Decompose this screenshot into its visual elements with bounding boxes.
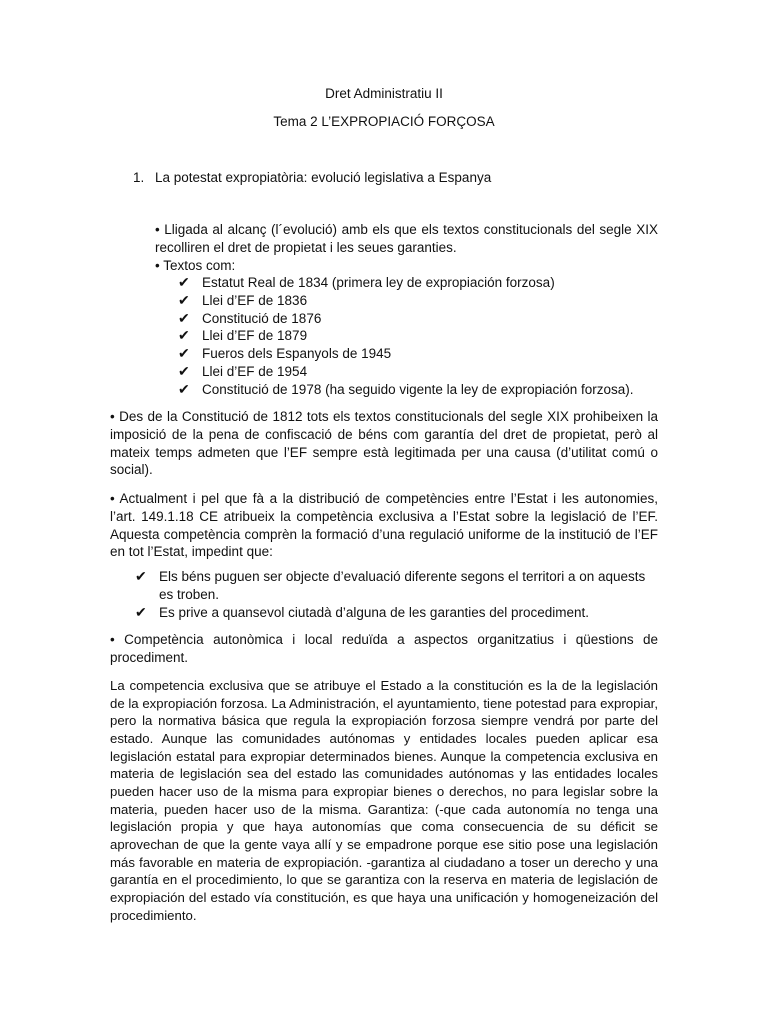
list-item bbox=[135, 568, 658, 604]
intro-bullet-2: • Textos com: bbox=[155, 257, 236, 273]
paragraph-competencia: • Competència autonòmica i local reduïda a aspectos organitzatius i qüestions de procediment. bbox=[110, 632, 658, 665]
list-item-text: Els béns puguen ser objecte d’evaluació diferente segons el territori a on aquests es troben. bbox=[159, 569, 646, 602]
check-icon: ✔ bbox=[178, 345, 190, 362]
list-item bbox=[178, 363, 634, 381]
intro-block bbox=[155, 221, 658, 274]
check-icon: ✔ bbox=[135, 568, 147, 584]
list-item-text: Fueros dels Espanyols de 1945 bbox=[202, 346, 392, 362]
list-item bbox=[178, 292, 634, 310]
list-item-text: Es prive a quansevol ciutadà d’alguna de les garanties del procediment. bbox=[159, 604, 590, 620]
paragraph-actualment: • Actualment i pel que fà a la distribució de competències entre l’Estat i les autonomies, l’art. 149.1.18 CE atribueix la competència exclusiva a l’Estat sobre la legislació de l’EF. Aquesta competència comprèn la formació d’una regulació uniforme de la institució de l’EF en tot l’Estat, impedint que: bbox=[110, 491, 658, 560]
paragraph-final: La competencia exclusiva que se atribuye el Estado a la constitución es la de la legislación de la expropiación forzosa. La Administración, el ayuntamiento, tiene potestad para expropiar, pero la normativa básica que regula la expropiación forzosa siempre vendrá por parte del estado. Aunque las comunidades autónomas y entidades locales pueden aplicar esa legislación estatal para expropiar determinados bienes. Aunque la competencia exclusiva en materia de legislación sea del estado las comunidades autónomas y las entidades locales pueden hacer uso de la misma para expropiar bienes o derechos, no para legislar sobre la materia, pueden hacer uso de la misma. Garantiza: (-que cada autonomía no tenga una legislación propia y que haya autonomías que coma consecuencia de su déficit se aprovechan de que la gente vaya allí y se empadrone porque ese sitio pose una legislación más favorable en materia de expropiación. -garantiza al ciudadano a toser un derecho y una garantía en el procedimiento, lo que se garantiza con la reserva en materia de legislación de expropiación del estado vía constitución, es que haya una unificación y homogeneización del procedimiento. bbox=[110, 678, 658, 923]
section-number: 1. bbox=[133, 170, 145, 185]
intro-bullet-1: • Lligada al alcanç (l´evolució) amb els que els textos constitucionals del segle XIX recolliren el dret de propietat i les seues garanties. bbox=[155, 222, 658, 255]
list-item-text: Estatut Real de 1834 (primera ley de expropiación forzosa) bbox=[202, 275, 555, 290]
list-item bbox=[178, 310, 634, 328]
check-icon: ✔ bbox=[178, 380, 190, 397]
check-icon: ✔ bbox=[135, 603, 147, 620]
list-item-text: Llei d’EF de 1879 bbox=[202, 328, 308, 344]
list-item-text: Llei d’EF de 1954 bbox=[202, 363, 308, 379]
check-icon: ✔ bbox=[178, 362, 190, 379]
list-item bbox=[178, 327, 634, 345]
list-item bbox=[178, 381, 634, 399]
check-icon: ✔ bbox=[178, 327, 190, 344]
texts-check-list bbox=[178, 274, 634, 399]
section-heading-text: La potestat expropiatòria: evolució legislativa a Espanya bbox=[155, 170, 492, 185]
check-icon: ✔ bbox=[178, 274, 190, 290]
impedint-check-list bbox=[135, 568, 658, 621]
document-subtitle: Tema 2 L’EXPROPIACIÓ FORÇOSA bbox=[273, 114, 495, 129]
list-item-text: Constitució de 1978 (ha seguido vigente la ley de expropiación forzosa). bbox=[202, 381, 634, 397]
check-icon: ✔ bbox=[178, 309, 190, 326]
document-title: Dret Administratiu II bbox=[325, 86, 443, 101]
list-item bbox=[178, 274, 634, 292]
check-icon: ✔ bbox=[178, 291, 190, 308]
list-item-text: Llei d’EF de 1836 bbox=[202, 292, 308, 308]
section-heading bbox=[133, 170, 491, 185]
list-item-text: Constitució de 1876 bbox=[202, 310, 322, 326]
paragraph-1812: • Des de la Constitució de 1812 tots els textos constitucionals del segle XIX prohibeixen la imposició de la pena de confiscació de béns com garantía del dret de propietat, però al mateix temps admeten que l’EF sempre està legitimada per una causa (d’utilitat comú o social). bbox=[110, 409, 658, 478]
list-item bbox=[178, 345, 634, 363]
list-item bbox=[135, 604, 658, 622]
